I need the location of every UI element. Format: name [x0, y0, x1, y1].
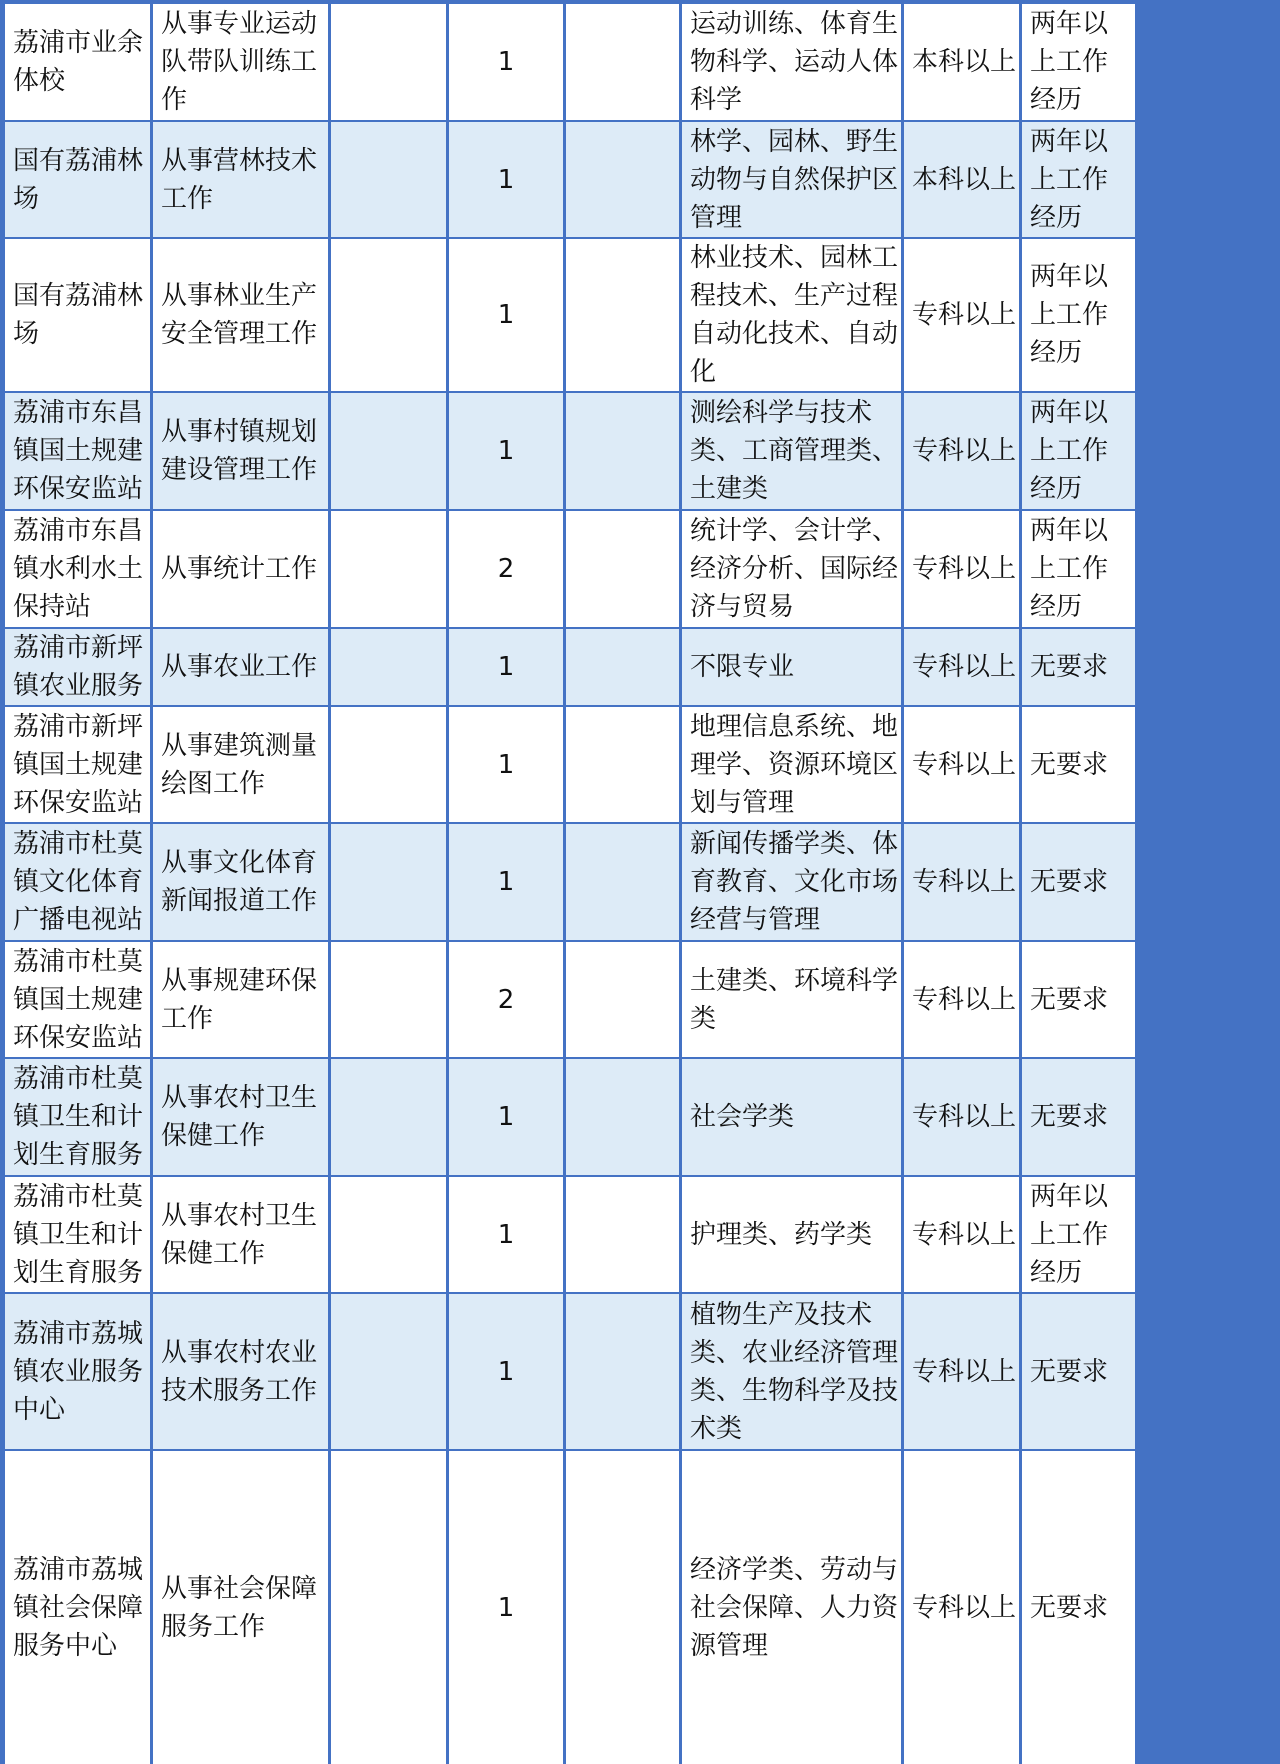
cell-duty — [153, 1451, 328, 1764]
cell-experience-text: 无要求 — [1030, 984, 1109, 1015]
cell-experience-text: 无要求 — [1030, 652, 1109, 682]
cell-duty-text: 从事营林技术工作 — [161, 145, 318, 214]
cell-empty — [331, 707, 446, 822]
cell-empty — [331, 1177, 446, 1292]
cell-empty — [566, 1059, 679, 1175]
cell-unit-text: 荔浦市杜莫镇国土规建环保安监站 — [13, 946, 144, 1053]
cell-empty — [566, 942, 679, 1057]
cell-duty-text: 从事统计工作 — [161, 554, 318, 584]
cell-education — [904, 511, 1019, 627]
cell-unit-text: 国有荔浦林场 — [13, 281, 144, 349]
cell-count-text: 2 — [497, 554, 515, 584]
cell-count-text: 1 — [497, 300, 515, 330]
cell-unit-text: 国有荔浦林场 — [13, 145, 144, 214]
cell-duty — [153, 122, 328, 237]
table-row — [0, 4, 1280, 120]
cell-education-text: 专科以上 — [912, 867, 1017, 897]
cell-education — [904, 122, 1019, 237]
cell-major — [682, 824, 901, 940]
table-row — [0, 1294, 1280, 1449]
cell-experience — [1022, 824, 1135, 940]
cell-education — [904, 1294, 1019, 1449]
cell-education-text: 专科以上 — [912, 300, 1017, 330]
cell-unit — [5, 824, 150, 940]
cell-duty-text: 从事农村卫生保健工作 — [161, 1200, 318, 1269]
table-row — [0, 1059, 1280, 1175]
cell-education — [904, 4, 1019, 120]
cell-unit — [5, 1294, 150, 1449]
cell-duty-text: 从事农业工作 — [161, 652, 318, 682]
cell-experience-text: 两年以上工作经历 — [1030, 1181, 1109, 1288]
cell-count-text: 1 — [497, 749, 515, 780]
cell-empty — [566, 122, 679, 237]
cell-count-text: 1 — [497, 436, 515, 466]
cell-empty — [331, 942, 446, 1057]
table-row — [0, 824, 1280, 940]
cell-count — [449, 1294, 563, 1449]
cell-unit-text: 荔浦市新坪镇农业服务 — [13, 633, 144, 701]
cell-major-text: 统计学、会计学、经济分析、国际经济与贸易 — [690, 516, 899, 622]
cell-education-text: 本科以上 — [912, 164, 1017, 195]
cell-unit — [5, 1451, 150, 1764]
cell-empty — [566, 511, 679, 627]
cell-experience — [1022, 122, 1135, 237]
cell-major-text: 经济学类、劳动与社会保障、人力资源管理 — [690, 1554, 899, 1661]
cell-experience-text: 无要求 — [1030, 749, 1109, 780]
table-row — [0, 629, 1280, 705]
cell-experience — [1022, 1177, 1135, 1292]
cell-unit-text: 荔浦市荔城镇社会保障服务中心 — [13, 1554, 144, 1661]
cell-experience — [1022, 942, 1135, 1057]
cell-experience-text: 两年以上工作经历 — [1030, 262, 1109, 368]
cell-experience-text: 无要求 — [1030, 1356, 1109, 1387]
cell-count — [449, 629, 563, 705]
cell-major — [682, 1294, 901, 1449]
cell-unit-text: 荔浦市杜莫镇文化体育广播电视站 — [13, 829, 144, 935]
cell-unit-text: 荔浦市业余体校 — [13, 28, 144, 96]
cell-count — [449, 707, 563, 822]
cell-major-text: 林业技术、园林工程技术、生产过程自动化技术、自动化 — [690, 243, 899, 387]
cell-unit — [5, 122, 150, 237]
cell-education-text: 专科以上 — [912, 554, 1017, 584]
cell-count — [449, 393, 563, 509]
cell-education — [904, 393, 1019, 509]
cell-duty — [153, 629, 328, 705]
cell-education-text: 专科以上 — [912, 749, 1017, 780]
cell-count — [449, 4, 563, 120]
cell-duty-text: 从事农村农业技术服务工作 — [161, 1337, 318, 1406]
cell-education-text: 专科以上 — [912, 1356, 1017, 1387]
cell-duty-text: 从事林业生产安全管理工作 — [161, 281, 318, 349]
cell-unit — [5, 4, 150, 120]
cell-major-text: 地理信息系统、地理学、资源环境区划与管理 — [690, 711, 899, 818]
cell-empty — [566, 393, 679, 509]
cell-duty-text: 从事农村卫生保健工作 — [161, 1083, 318, 1151]
cell-education — [904, 239, 1019, 391]
cell-education — [904, 824, 1019, 940]
cell-unit-text: 荔浦市荔城镇农业服务中心 — [13, 1318, 144, 1425]
cell-major — [682, 629, 901, 705]
cell-duty-text: 从事专业运动队带队训练工作 — [161, 9, 318, 115]
cell-major-text: 林学、园林、野生动物与自然保护区管理 — [690, 126, 899, 233]
cell-empty — [331, 393, 446, 509]
cell-major-text: 植物生产及技术类、农业经济管理类、生物科学及技术类 — [690, 1299, 899, 1444]
cell-count-text: 1 — [497, 867, 515, 897]
cell-experience — [1022, 1059, 1135, 1175]
cell-empty — [566, 707, 679, 822]
cell-count-text: 1 — [497, 47, 515, 77]
cell-education-text: 专科以上 — [912, 1592, 1017, 1623]
cell-experience — [1022, 1451, 1135, 1764]
cell-major — [682, 1177, 901, 1292]
cell-major — [682, 393, 901, 509]
cell-education — [904, 942, 1019, 1057]
cell-experience-text: 无要求 — [1030, 1102, 1109, 1132]
cell-education — [904, 1177, 1019, 1292]
cell-major — [682, 122, 901, 237]
cell-unit-text: 荔浦市杜莫镇卫生和计划生育服务 — [13, 1181, 144, 1288]
cell-major — [682, 511, 901, 627]
cell-major — [682, 942, 901, 1057]
cell-experience-text: 两年以上工作经历 — [1030, 126, 1109, 233]
table-row — [0, 1177, 1280, 1292]
table-row — [0, 393, 1280, 509]
cell-duty-text: 从事建筑测量绘图工作 — [161, 730, 318, 799]
cell-count-text: 2 — [497, 984, 515, 1015]
cell-unit — [5, 1059, 150, 1175]
cell-count-text: 1 — [497, 1592, 515, 1623]
cell-duty — [153, 1177, 328, 1292]
table-row — [0, 707, 1280, 822]
cell-experience — [1022, 239, 1135, 391]
cell-empty — [331, 629, 446, 705]
cell-major-text: 测绘科学与技术类、工商管理类、土建类 — [690, 398, 899, 504]
cell-experience-text: 无要求 — [1030, 1592, 1109, 1623]
cell-education-text: 专科以上 — [912, 1102, 1017, 1132]
cell-duty-text: 从事规建环保工作 — [161, 965, 318, 1034]
table-row — [0, 122, 1280, 237]
cell-count — [449, 942, 563, 1057]
cell-experience — [1022, 707, 1135, 822]
cell-count — [449, 1177, 563, 1292]
cell-duty-text: 从事村镇规划建设管理工作 — [161, 417, 318, 485]
cell-empty — [566, 1177, 679, 1292]
cell-empty — [566, 4, 679, 120]
cell-major — [682, 707, 901, 822]
cell-education — [904, 629, 1019, 705]
cell-empty — [331, 511, 446, 627]
cell-empty — [331, 1294, 446, 1449]
cell-unit — [5, 511, 150, 627]
cell-unit — [5, 239, 150, 391]
cell-experience-text: 两年以上工作经历 — [1030, 398, 1109, 504]
cell-empty — [566, 629, 679, 705]
cell-empty — [331, 1059, 446, 1175]
cell-major — [682, 1451, 901, 1764]
cell-count-text: 1 — [497, 1356, 515, 1387]
cell-major-text: 新闻传播学类、体育教育、文化市场经营与管理 — [690, 829, 899, 935]
cell-major — [682, 4, 901, 120]
cell-duty — [153, 1059, 328, 1175]
cell-duty — [153, 824, 328, 940]
cell-experience — [1022, 511, 1135, 627]
cell-unit — [5, 942, 150, 1057]
cell-unit — [5, 393, 150, 509]
cell-major-text: 护理类、药学类 — [690, 1219, 873, 1250]
cell-empty — [566, 1451, 679, 1764]
cell-experience-text: 两年以上工作经历 — [1030, 9, 1109, 115]
cell-count — [449, 239, 563, 391]
table-row — [0, 511, 1280, 627]
cell-unit-text: 荔浦市东昌镇国土规建环保安监站 — [13, 398, 144, 504]
cell-unit-text: 荔浦市杜莫镇卫生和计划生育服务 — [13, 1064, 144, 1170]
cell-empty — [331, 824, 446, 940]
cell-empty — [331, 122, 446, 237]
cell-duty — [153, 942, 328, 1057]
cell-unit — [5, 629, 150, 705]
cell-duty-text: 从事文化体育新闻报道工作 — [161, 848, 318, 916]
cell-count — [449, 122, 563, 237]
cell-major-text: 不限专业 — [690, 652, 795, 682]
cell-education-text: 专科以上 — [912, 984, 1017, 1015]
cell-count-text: 1 — [497, 652, 515, 682]
cell-education — [904, 1451, 1019, 1764]
table-row — [0, 942, 1280, 1057]
cell-empty — [566, 239, 679, 391]
cell-experience-text: 两年以上工作经历 — [1030, 516, 1109, 622]
cell-duty — [153, 4, 328, 120]
cell-major-text: 土建类、环境科学类 — [690, 965, 899, 1034]
cell-experience — [1022, 393, 1135, 509]
cell-count — [449, 824, 563, 940]
cell-duty — [153, 393, 328, 509]
cell-count-text: 1 — [497, 1219, 515, 1250]
cell-unit-text: 荔浦市东昌镇水利水土保持站 — [13, 516, 144, 622]
cell-duty — [153, 707, 328, 822]
table-row — [0, 1451, 1280, 1764]
cell-major — [682, 1059, 901, 1175]
cell-duty — [153, 511, 328, 627]
cell-count-text: 1 — [497, 1102, 515, 1132]
cell-empty — [566, 1294, 679, 1449]
cell-unit — [5, 707, 150, 822]
cell-education — [904, 707, 1019, 822]
table-row — [0, 239, 1280, 391]
cell-unit — [5, 1177, 150, 1292]
cell-education — [904, 1059, 1019, 1175]
cell-duty-text: 从事社会保障服务工作 — [161, 1573, 318, 1642]
cell-experience — [1022, 1294, 1135, 1449]
cell-education-text: 专科以上 — [912, 1219, 1017, 1250]
cell-empty — [331, 4, 446, 120]
cell-empty — [331, 1451, 446, 1764]
cell-empty — [566, 824, 679, 940]
cell-duty — [153, 239, 328, 391]
cell-experience-text: 无要求 — [1030, 867, 1109, 897]
cell-unit-text: 荔浦市新坪镇国土规建环保安监站 — [13, 711, 144, 818]
cell-major-text: 社会学类 — [690, 1102, 795, 1132]
cell-count-text: 1 — [497, 164, 515, 195]
cell-education-text: 专科以上 — [912, 652, 1017, 682]
cell-education-text: 专科以上 — [912, 436, 1017, 466]
cell-count — [449, 1059, 563, 1175]
cell-experience — [1022, 4, 1135, 120]
cell-education-text: 本科以上 — [912, 47, 1017, 77]
cell-major-text: 运动训练、体育生物科学、运动人体科学 — [690, 9, 899, 115]
cell-count — [449, 1451, 563, 1764]
cell-empty — [331, 239, 446, 391]
cell-duty — [153, 1294, 328, 1449]
cell-experience — [1022, 629, 1135, 705]
cell-count — [449, 511, 563, 627]
cell-major — [682, 239, 901, 391]
